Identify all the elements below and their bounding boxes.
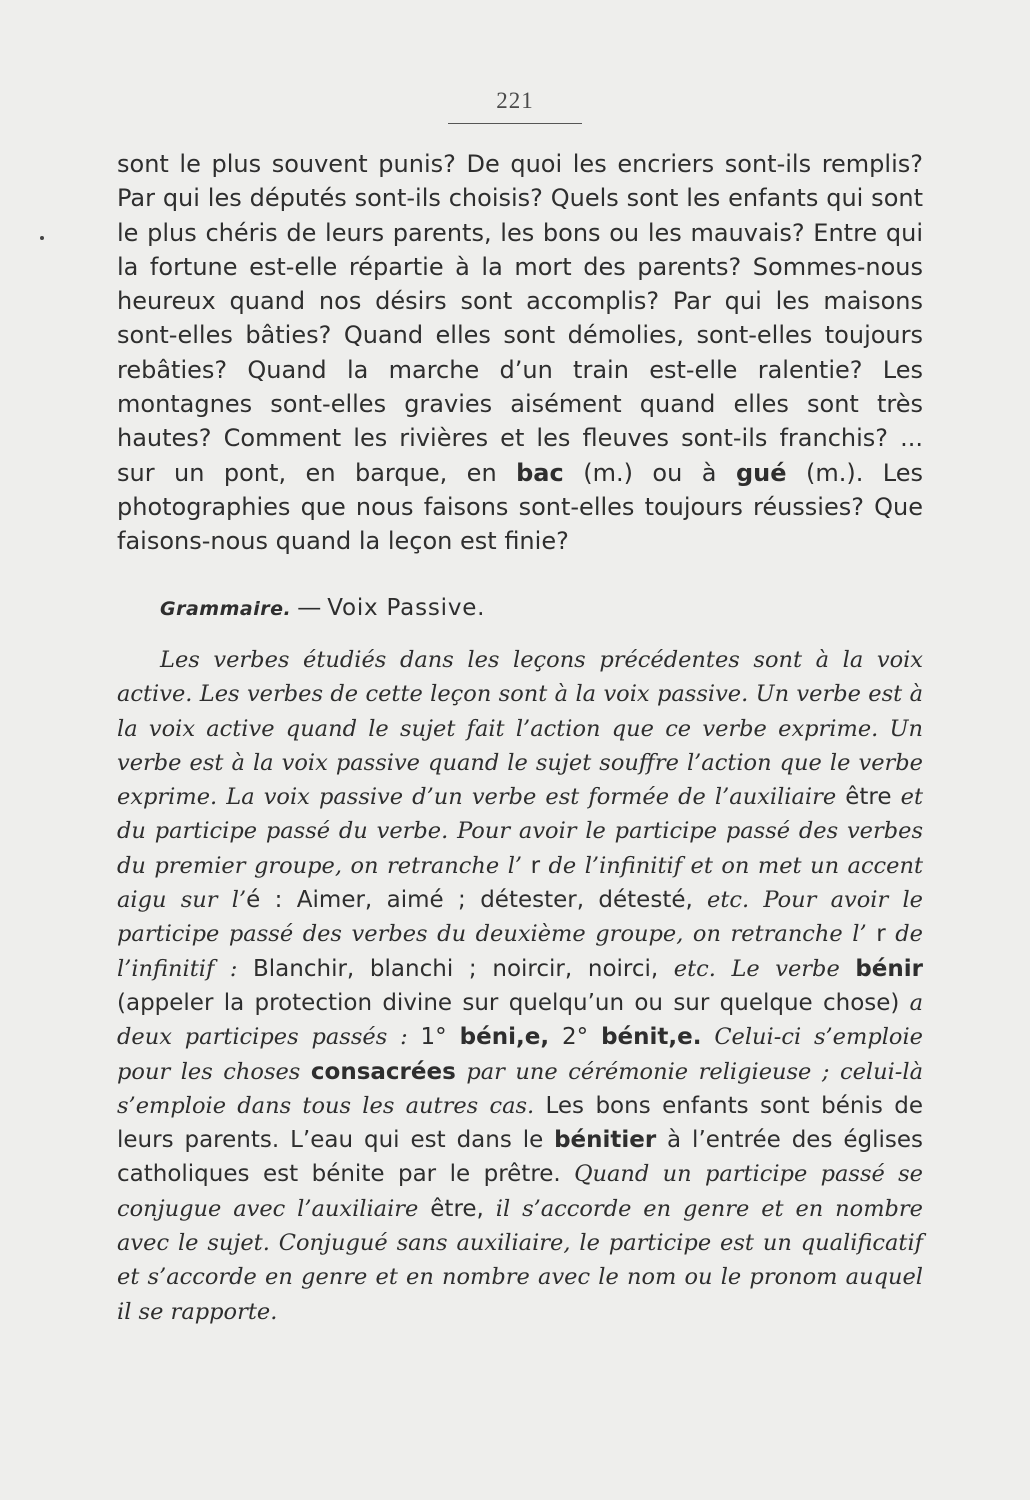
print-speck (40, 236, 44, 240)
heading-title: Voix Passive. (327, 595, 486, 621)
term-gue: gué (735, 458, 787, 487)
questions-paragraph (117, 147, 923, 559)
grammar-roman-7: 1° (420, 1024, 460, 1051)
grammar-roman-4: r (876, 921, 886, 948)
page-number-rule (448, 123, 582, 124)
grammar-paragraph (117, 643, 923, 1329)
grammar-roman-5: Blanchir, blanchi ; noircir, noirci, (253, 955, 659, 982)
term-bac: bac (516, 458, 564, 487)
page-number: 221 (496, 88, 534, 113)
term-benir: bénir (855, 955, 924, 982)
heading-dash: — (297, 593, 322, 621)
grammar-italic-11: il s’accorde en genre et en nombre avec le sujet. Conjugué sans auxiliaire, le participe est un qualificatif et s’accorde en genre et en nombre avec le nom ou le pronom auquel il se rapporte. (117, 1195, 924, 1325)
grammar-roman-2: r (530, 852, 541, 879)
questions-part-1: sont le plus souvent punis? De quoi les encriers sont-ils remplis? Par qui les députés sont-ils choisis? Quels sont les enfants qui sont le plus chéris de leurs parents, les bons ou les mauvais? Entre qui la fortune est-elle répartie à la mort des parents? Sommes-nous heureux quand nos désirs sont accomplis? Par qui les maisons sont-elles bâties? Quand elles sont démolies, sont-elles toujours rebâties? Quand la marche d’un train est-elle ralentie? Les montagnes sont-elles gravies aisément quand elles sont très hautes? Comment les rivières et les fleuves sont-ils franchis? ... sur un pont, en barque, en (117, 150, 923, 487)
grammar-italic-9: par une cérémonie religieuse ; celui-là s’emploie dans tous les autres cas. (117, 1058, 924, 1119)
grammar-roman-10: à l’entrée des églises catholiques est bénite par le prêtre. (117, 1127, 924, 1188)
grammar-roman-3: é : Aimer, aimé ; détester, détesté, (246, 887, 693, 914)
grammar-roman-8: 2° (561, 1024, 602, 1051)
questions-part-3: (m.). Les photographies que nous faisons sont-elles toujours réussies? Que faisons-nous quand la leçon est finie? (117, 458, 923, 556)
grammar-italic-8: Celui-ci s’emploie pour les choses (117, 1024, 923, 1085)
grammar-roman-1: être (845, 784, 892, 811)
questions-part-2: (m.) ou à (583, 458, 717, 487)
section-heading (160, 593, 485, 622)
term-beni: béni,e, (459, 1024, 550, 1051)
grammar-italic-10: Quand un participe passé se conjugue avec l’auxiliaire (117, 1161, 923, 1222)
grammar-italic-1: Les verbes étudiés dans les leçons précédentes sont à la voix active. Les verbes de cette leçon sont à la voix passive. Un verbe est à la voix active quand le sujet fait l’action que ce verbe exprime. Un verbe est à la voix passive quand le sujet souffre l’action que le verbe exprime. La voix passive d’un verbe est formée de l’auxiliaire (117, 647, 923, 811)
term-benitier: bénitier (554, 1127, 657, 1154)
questions-text (117, 147, 923, 559)
grammar-text (117, 643, 923, 1329)
grammar-roman-11: être, (430, 1195, 484, 1222)
term-consacrees: consacrées (310, 1058, 456, 1085)
grammar-italic-3: de l’infinitif et on met un accent aigu sur l’ (117, 852, 924, 914)
heading-label: Grammaire. (160, 598, 292, 620)
grammar-roman-9: Les bons enfants sont bénis de leurs parents. L’eau qui est dans le (117, 1092, 923, 1154)
grammar-italic-6: etc. Le verbe (673, 955, 840, 982)
grammar-italic-7: a deux participes passés : (117, 989, 923, 1051)
grammar-roman-6: (appeler la protection divine sur quelqu’un ou sur quelque chose) (117, 989, 900, 1016)
grammar-italic-2: et du participe passé du verbe. Pour avoir le participe passé des verbes du premier groupe, on retranche l’ (117, 784, 924, 879)
grammar-italic-5: de l’infinitif : (117, 921, 923, 982)
grammar-italic-4: etc. Pour avoir le participe passé des verbes du deuxième groupe, on retranche l’ (117, 887, 923, 948)
term-benit: bénit,e. (601, 1024, 702, 1051)
